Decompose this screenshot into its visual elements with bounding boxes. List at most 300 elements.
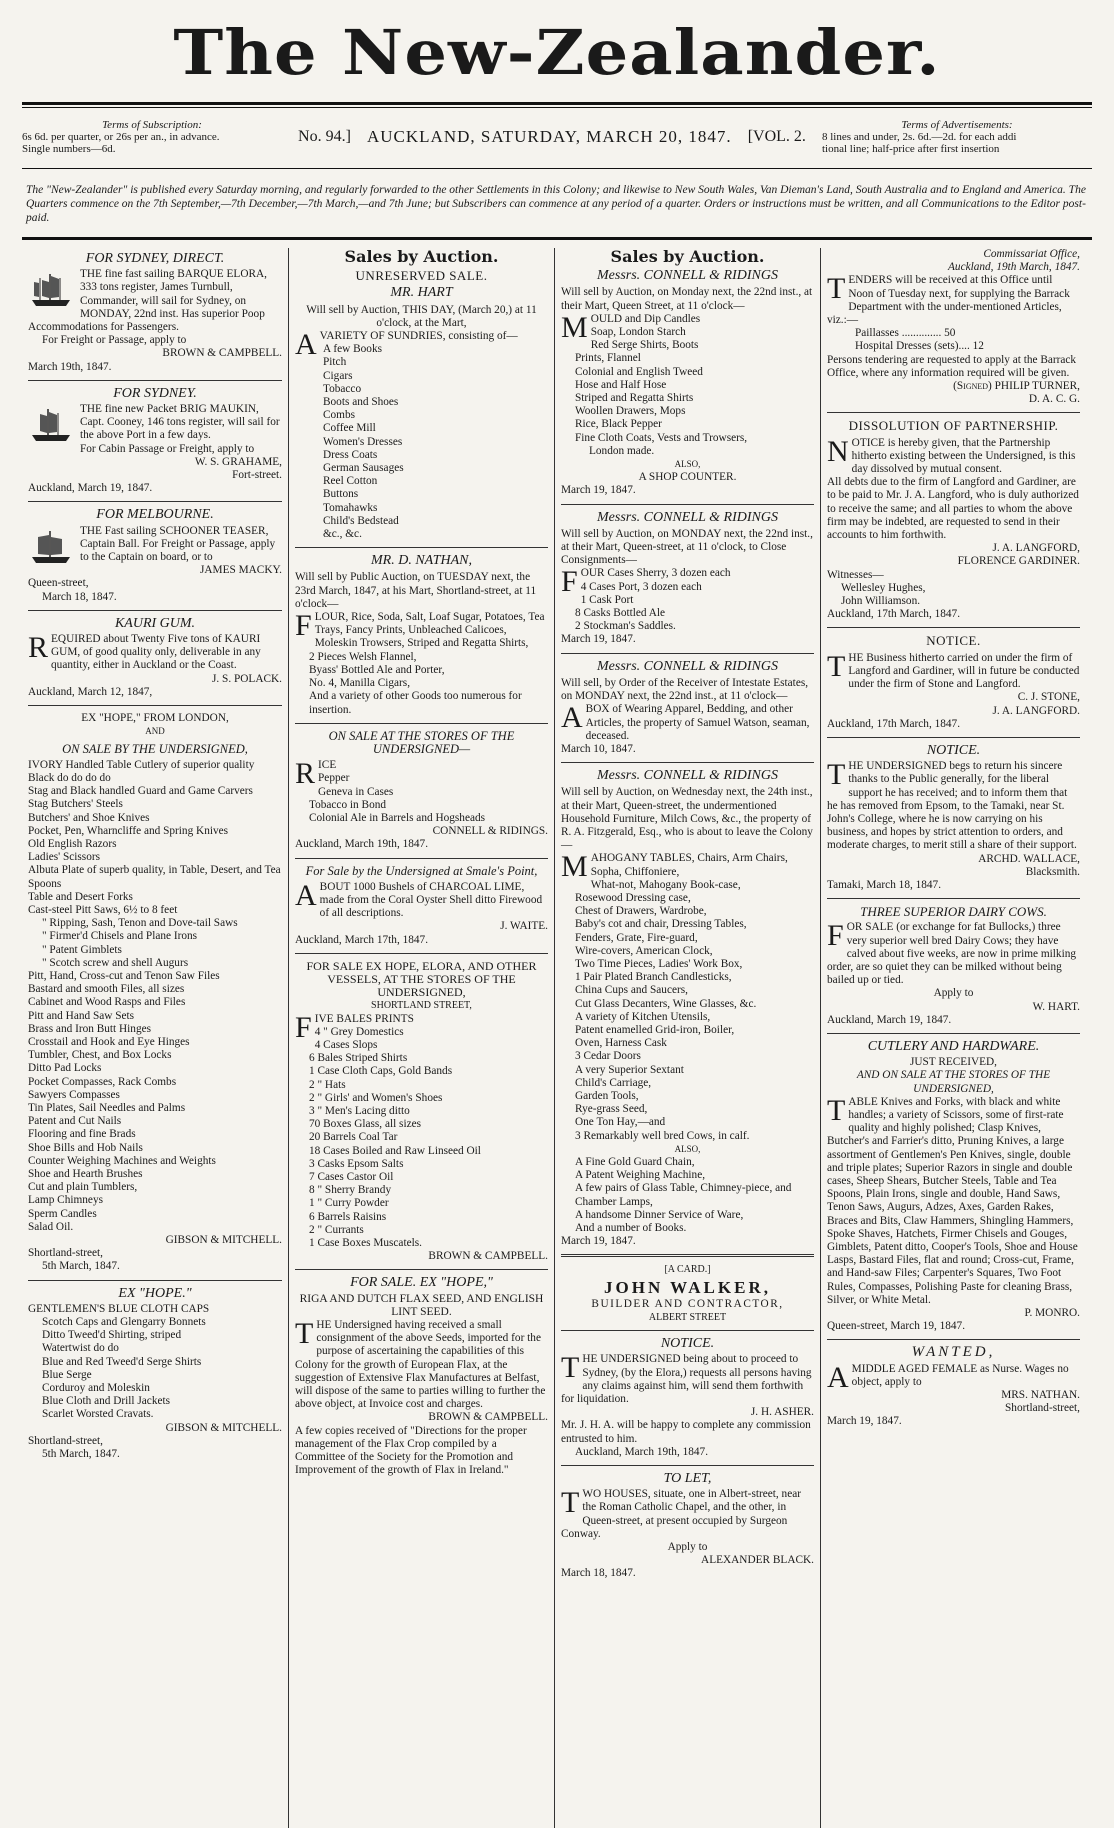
ad-body: THE Business hitherto carried on under the firm of Langford and Gardiner, will in future be conducted under the firm of Stone and Langford. [827, 649, 1080, 691]
ad-date: Auckland, 17th March, 1847. [827, 608, 961, 621]
list-item: A Patent Weighing Machine, [575, 1169, 706, 1182]
list-item: MAHOGANY TABLES, Chairs, Arm Chairs, Sopha, Chiffoniere, [561, 850, 788, 884]
ad-signature: Fort-street. [232, 469, 282, 482]
ad-heading: THREE SUPERIOR DAIRY COWS. [860, 904, 1047, 920]
list-item: Pitt and Hand Saw Sets [28, 1009, 135, 1022]
ad-heading: NOTICE. [926, 742, 981, 758]
list-item: Butchers' and Shoe Knives [28, 811, 150, 824]
list-item: Cut Glass Decanters, Wine Glasses, &c. [575, 997, 757, 1010]
ad-subheading: SHORTLAND STREET, [371, 1000, 472, 1012]
ad-body: Mr. J. H. A. will be happy to complete any commission entrusted to him. [561, 1419, 811, 1445]
ad-signature: W. S. GRAHAME, [194, 455, 282, 468]
furniture-item-list [561, 852, 814, 1142]
ad-date: March 19th, 1847. [28, 360, 112, 373]
place-date: AUCKLAND, SATURDAY, MARCH 20, 1847. [366, 127, 732, 146]
ad-date: March 18, 1847. [42, 590, 117, 603]
list-item: 2 " Currants [309, 1223, 364, 1236]
list-item: Women's Dresses [323, 435, 403, 448]
ad-signature: (Signed) PHILIP TURNER, [953, 380, 1080, 393]
list-item: A few pairs of Glass Table, Chimney-piece, and Chamber Lamps, [575, 1182, 792, 1208]
ad-date: Auckland, March 19, 1847. [827, 1013, 952, 1026]
ad-body: THE Fast sailing SCHOONER TEASER, Captain Ball. For Freight or Passage, apply to the Captain on board, or to [80, 524, 276, 564]
list-item: One Ton Hay,—and [575, 1116, 666, 1129]
ad-date: 5th March, 1847. [42, 1260, 120, 1273]
ad-body: Witnesses— [827, 568, 884, 581]
ad-signature: BROWN & CAMPBELL. [428, 1411, 548, 1424]
list-item: Crosstail and Hook and Eye Hinges [28, 1035, 190, 1048]
list-item: 8 Casks Bottled Ale [575, 607, 666, 620]
list-item: Fine Cloth Coats, Vests and Trowsers, [575, 431, 748, 444]
auctioneer-name: Messrs. CONNELL & RIDINGS [597, 658, 778, 674]
list-item: 2 Stockman's Saddles. [575, 620, 676, 633]
list-item: 6 Bales Striped Shirts [309, 1052, 408, 1065]
ad-body: REQUIRED about Twenty Five tons of KAURI GUM, of good quality only, deliverable in any quantity, either in Auckland or the Coast. [28, 631, 261, 672]
advertisement-terms-line: 8 lines and under, 2s. 6d.—2d. for each addi [821, 131, 1017, 143]
ad-date: March 10, 1847. [561, 742, 636, 755]
list-item: 4 " Grey Domestics [314, 1025, 404, 1038]
list-item: Buttons [323, 488, 359, 501]
ad-heading: FOR SYDNEY. [113, 385, 197, 401]
card-address: ALBERT STREET [648, 1312, 727, 1324]
list-item: Ladies' Scissors [28, 851, 101, 864]
ad-heading: Auckland, 19th March, 1847. [948, 261, 1080, 274]
ad-body: AVARIETY OF SUNDRIES, consisting of— [295, 328, 518, 362]
list-item: Blue and Red Tweed'd Serge Shirts [42, 1355, 202, 1368]
list-item: Tomahawks [323, 501, 378, 514]
list-item: 4 Cases Port, 3 dozen each [580, 580, 702, 593]
list-item: 70 Boxes Glass, all sizes [309, 1118, 422, 1131]
list-item: No. 4, Manilla Cigars, [309, 677, 411, 690]
list-item: Table and Desert Forks [28, 890, 133, 903]
ad-signature: J. WAITE. [500, 920, 548, 933]
ship-icon [28, 527, 74, 567]
ad-signature: GIBSON & MITCHELL. [165, 1234, 282, 1247]
ad-subheading: JUST RECEIVED, [909, 1056, 998, 1069]
divider [561, 1254, 814, 1257]
list-item: 1 " Curry Powder [309, 1197, 389, 1210]
list-item: Chest of Drawers, Wardrobe, [575, 905, 707, 918]
ad-signature: ARCHD. WALLACE, [978, 852, 1080, 865]
ad-signature: GIBSON & MITCHELL. [165, 1421, 282, 1434]
ad-heading: TO LET, [663, 1471, 712, 1487]
list-item: Cabinet and Wood Rasps and Files [28, 996, 186, 1009]
list-item: Baby's cot and chair, Dressing Tables, [575, 918, 747, 931]
ad-date: March 19, 1847. [561, 1235, 636, 1248]
list-item: Stag Butchers' Steels [28, 798, 123, 811]
list-item: Hose and Half Hose [575, 378, 667, 391]
list-item: FLOUR, Rice, Soda, Salt, Loaf Sugar, Potatoes, Tea Trays, Fancy Prints, Unbleached Calicoes, Moleskin Trowsers, Striped and Regatta Shirts, [295, 609, 545, 650]
list-item: A handsome Dinner Service of Ware, [575, 1208, 744, 1221]
list-item: 3 Remarkably well bred Cows, in calf. [575, 1129, 750, 1142]
ad-heading: CUTLERY AND HARDWARE. [867, 1038, 1040, 1054]
list-item: Sperm Candles [28, 1207, 97, 1220]
issue-number: No. 94.] [298, 128, 351, 145]
ad-body: ABOUT 1000 Bushels of CHARCOAL LIME, made from the Coral Oyster Shell ditto Firewood of all descriptions. [295, 878, 543, 920]
ad-body: Apply to [667, 1541, 708, 1554]
ad-body: TABLE Knives and Forks, with black and white handles; a variety of Scissors, some of first-rate quality and highly polished; Clasp Knives, Butcher's and Farrier's ditto, Pruning Knives, a large assortment of Gentlemen's Pen Knives, single, double and triple plates; Superior Razors in single and double cases, Sheep Shears, Butcher Steels, Table and Tea Spoons, Plain Irons, single and double, Hand Saws, Tenon Saws, Augurs, Adzes, Axes, Garden Rakes, Braces and Bits, Claw Hammers, Shingling Hammers, Spoke Shaves, Hatchets, Firmer Chisels and Gouges, Gimblets, Patent ditto, Cooper's Tools, Shoe and House Lasps, Bastard Files, flat and round; Cross-cut, Frame, and Hand-saw Files; Carpenter's Squares, Two Foot Rules, Compasses, Polishing Paste for cleaning Brass, Silver, or White Metal. [827, 1093, 1078, 1306]
list-item: 20 Barrels Coal Tar [309, 1131, 398, 1144]
list-item: 7 Cases Castor Oil [309, 1171, 394, 1183]
list-item: Scotch Caps and Glengarry Bonnets [42, 1316, 206, 1329]
ad-heading: For Sale by the Undersigned at Smale's Point, [305, 863, 538, 878]
publication-notice: The "New-Zealander" is published every Saturday morning, and regularly forwarded to the other Settlements in this Colony; and likewise to New South Wales, Van Dieman's Land, South Australia and to England and America. The Quarters commence on the 7th September,—7th December,—7th March,—and 7th June; but Subscribers can commence at any period of a quarter. Orders or instructions must be written, and all Communications to the Editor post-paid. [22, 169, 1092, 240]
ad-heading: FOR SALE EX HOPE, ELORA, AND OTHER VESSELS, AT THE STORES OF THE UNDERSIGNED, [306, 958, 537, 1000]
ad-heading: ON SALE AT THE STORES OF THE UNDERSIGNED— [328, 728, 515, 756]
list-item: 6 Barrels Raisins [309, 1210, 387, 1223]
column-2 [288, 248, 554, 1828]
list-item: 2 " Hats [309, 1078, 346, 1091]
list-item: RICE [295, 757, 337, 791]
list-item: London made. [589, 444, 655, 457]
list-item: Wire-covers, American Clock, [575, 944, 713, 957]
ad-signature: W. HART. [1032, 1000, 1080, 1013]
ad-heading: UNRESERVED SALE. [355, 268, 488, 284]
list-item: Geneva in Cases [318, 785, 394, 798]
list-item: A few Books [323, 343, 382, 356]
ad-signature: C. J. STONE, [1017, 691, 1080, 704]
list-item: Rye-grass Seed, [575, 1103, 648, 1116]
list-item: Red Serge Shirts, Boots [590, 339, 699, 352]
ad-body: AMIDDLE AGED FEMALE as Nurse. Wages no object, apply to [827, 1360, 1069, 1394]
list-item: Blue Serge [42, 1368, 92, 1381]
section-heading: Sales by Auction. [344, 248, 499, 266]
divider [827, 412, 1080, 413]
list-item: Lamp Chimneys [28, 1194, 103, 1207]
list-item: Hospital Dresses (sets).... 12 [855, 340, 984, 353]
list-item: Brass and Iron Butt Hinges [28, 1022, 151, 1035]
divider [295, 858, 548, 859]
list-item: 3 " Men's Lacing ditto [309, 1104, 410, 1117]
list-item: Patent and Cut Nails [28, 1115, 122, 1128]
list-item: Combs [323, 409, 356, 422]
ad-body: Wellesley Hughes, [841, 581, 926, 594]
subscription-terms-line: 6s 6d. per quarter, or 26s per an., in advance. [22, 131, 220, 143]
advertisement-terms-heading: Terms of Advertisements: [901, 119, 1013, 131]
list-item: Two Time Pieces, Ladies' Work Box, [575, 957, 743, 970]
ad-date: Auckland, March 19th, 1847. [575, 1445, 709, 1458]
list-item: Blue Cloth and Drill Jackets [42, 1395, 171, 1408]
ad-body: THE fine new Packet BRIG MAUKIN, Capt. Cooney, 146 tons register, will sail for the above Port in a few days. [80, 403, 280, 442]
ship-icon [28, 270, 74, 310]
column-1 [22, 248, 288, 1828]
ad-body: Will sell by Public Auction, on TUESDAY next, the 23rd March, 1847, at his Mart, Shortland-street, at 11 o'clock— [295, 571, 537, 610]
ad-signature: J. H. ASHER. [750, 1406, 814, 1419]
ad-signature: P. MONRO. [1024, 1307, 1080, 1320]
ad-body: A few copies received of "Directions for the proper management of the Flax Crop compiled by a Committee of the Society for the Promotion and Improvement of the growth of Flax in Ireland." [295, 1424, 527, 1477]
divider [561, 653, 814, 654]
ad-body: Apply to [933, 987, 974, 1000]
list-item: " Firmer'd Chisels and Plane Irons [42, 930, 198, 943]
list-item: Shoe and Hearth Brushes [28, 1168, 143, 1180]
ad-signature: BROWN & CAMPBELL. [162, 347, 282, 360]
divider [28, 610, 282, 611]
list-item: Flooring and fine Brads [28, 1128, 136, 1141]
list-item: Cut and plain Tumblers, [28, 1181, 138, 1194]
list-item: Boots and Shoes [323, 396, 399, 409]
ad-signature: J. S. POLACK. [212, 672, 282, 685]
columns [22, 248, 1092, 1828]
list-item: Watertwist do do [42, 1342, 119, 1355]
divider [28, 501, 282, 502]
ad-body: TWO HOUSES, situate, one in Albert-street, near the Roman Catholic Chapel, and the other, in Queen-street, at present occupied by Surgeon Conway. [561, 1486, 801, 1540]
list-item: Paillasses .............. 50 [855, 327, 956, 340]
list-item: 1 Case Cloth Caps, Gold Bands [309, 1065, 453, 1078]
ad-body: A SHOP COUNTER. [638, 471, 737, 484]
ad-heading: NOTICE. [660, 1336, 715, 1352]
ad-heading: FOR SALE. EX "HOPE," [350, 1275, 493, 1291]
list-item: " Ripping, Sash, Tenon and Dove-tail Saws [42, 917, 238, 930]
list-item: Cigars [323, 369, 353, 382]
list-item: Tobacco in Bond [309, 798, 387, 811]
divider [295, 723, 548, 724]
list-item: Corduroy and Moleskin [42, 1382, 150, 1395]
list-item: 2 " Girls' and Women's Shoes [309, 1091, 443, 1104]
ad-body: TENDERS will be received at this Office until Noon of Tuesday next, for supplying the Barrack Department with the under-mentioned Articles, viz.:— [827, 272, 1070, 327]
list-item: A very Superior Sextant [575, 1063, 684, 1076]
ad-signature: J. A. LANGFORD, [992, 542, 1080, 555]
masthead-title: The New-Zealander. [173, 16, 941, 89]
list-item: Tumbler, Chest, and Box Locks [28, 1049, 172, 1062]
ad-heading: EX "HOPE," FROM LONDON, [81, 712, 229, 725]
list-item: Dress Coats [323, 448, 378, 461]
auctioneer-name: Messrs. CONNELL & RIDINGS [597, 509, 778, 525]
ad-body: THE Undersigned having received a small consignment of the above Seeds, imported for the purpose of ascertaining the capabilities of this Colony for the growth of European Flax, at the suggestion of Extensive Flax Manufactures at Belfast, will dispose of the same to parties willing to further the above object, at Invoice cost and charges. [295, 1317, 546, 1411]
section-heading: Sales by Auction. [610, 248, 765, 266]
ad-signature: BROWN & CAMPBELL. [428, 1250, 548, 1263]
divider [28, 1280, 282, 1281]
list-item: Colonial Ale in Barrels and Hogsheads [309, 811, 486, 824]
divider [827, 1339, 1080, 1340]
list-item: A variety of Kitchen Utensils, [575, 1010, 711, 1023]
divider [561, 762, 814, 763]
divider [827, 737, 1080, 738]
hope-item-list [28, 759, 282, 1234]
list-item: Child's Carriage, [575, 1076, 652, 1089]
list-item: 18 Cases Boiled and Raw Linseed Oil [309, 1144, 481, 1157]
list-item: 1 Cask Port [580, 593, 634, 606]
divider [28, 380, 282, 381]
ad-body: Will sell by Auction, on Monday next, the 22nd inst., at their Mart, Queen Street, at 11 o'clock— [561, 286, 813, 312]
list-item: Fenders, Grate, Fire-guard, [575, 931, 698, 944]
divider [295, 953, 548, 954]
hart-item-list [295, 343, 548, 541]
divider [827, 1033, 1080, 1034]
masthead-rule [22, 102, 1092, 105]
list-item: 3 Casks Epsom Salts [309, 1157, 404, 1170]
ad-signature: CONNELL & RIDINGS. [432, 825, 548, 838]
ad-body: THE UNDERSIGNED being about to proceed to Sydney, (by the Elora,) requests all persons having any claims against him, will send them forthwith for liquidation. [561, 1351, 812, 1406]
ad-signature: D. A. C. G. [1028, 393, 1080, 406]
ad-heading: FOR MELBOURNE. [96, 507, 214, 523]
list-item: 8 " Sherry Brandy [309, 1184, 392, 1197]
auctioneer-name: MR. HART [390, 285, 453, 301]
list-item: " Patent Gimblets [42, 943, 122, 956]
divider [561, 504, 814, 505]
divider [28, 705, 282, 706]
card-label: [A CARD.] [664, 1264, 711, 1276]
list-item: Soap, London Starch [590, 326, 686, 339]
subscription-terms-heading: Terms of Subscription: [102, 119, 202, 131]
ad-body: ABOX of Wearing Apparel, Bedding, and other Articles, the property of Samuel Watson, seaman, deceased. [561, 701, 810, 742]
list-item: 4 Cases Slops [314, 1038, 378, 1051]
ad-place: Shortland-street, [28, 1434, 103, 1447]
auctioneer-name: MR. D. NATHAN, [371, 553, 472, 569]
ad-heading: DISSOLUTION OF PARTNERSHIP. [848, 418, 1059, 434]
list-item: Sawyers Compasses [28, 1088, 120, 1101]
ad-body: For Cabin Passage or Freight, apply to [80, 442, 255, 455]
ad-body: Will sell by Auction, THIS DAY, (March 20,) at 11 o'clock, at the Mart, [306, 303, 537, 329]
auctioneer-name: Messrs. CONNELL & RIDINGS [597, 268, 778, 284]
ad-signature: J. A. LANGFORD. [992, 704, 1080, 717]
ad-body: THE UNDERSIGNED begs to return his sincere thanks to the Public generally, for the liberal support he has received; and to inform them that he has removed from Epsom, to the Tamaki, near St. John's College, where he is now carrying on his business, and hopes by strict attention to orders, and moderate charges, to merit still a share of their support. [827, 758, 1077, 852]
list-item: What-not, Mahogany Book-case, [590, 878, 741, 891]
list-item: MOULD and Dip Candles [561, 310, 701, 344]
ad-date: Auckland, March 17th, 1847. [295, 933, 429, 946]
card-trade: BUILDER AND CONTRACTOR, [591, 1297, 784, 1310]
list-item: Stag and Black handled Guard and Game Carvers [28, 785, 253, 798]
advertisement-terms-line: tional line; half-price after first insertion [821, 143, 1000, 155]
ad-date: March 18, 1847. [561, 1567, 636, 1580]
divider [295, 1269, 548, 1270]
list-item: Woollen Drawers, Mops [575, 405, 686, 418]
list-item: Albuta Plate of superb quality, in Table, Desert, and Tea Spoons [28, 864, 281, 890]
list-item: Tin Plates, Sail Needles and Palms [28, 1101, 186, 1114]
ad-signature: JAMES MACKY. [199, 564, 282, 577]
ship-icon [28, 405, 74, 445]
list-item: Byass' Bottled Ale and Porter, [309, 663, 445, 676]
divider [827, 627, 1080, 628]
ad-date: Auckland, March 19, 1847. [28, 482, 153, 495]
column-4 [820, 248, 1086, 1828]
list-item: Ditto Tweed'd Shirting, striped [42, 1329, 182, 1342]
ad-date: March 19, 1847. [561, 633, 636, 646]
list-item: 1 Case Boxes Muscatels. [309, 1237, 422, 1250]
list-item: Pocket Compasses, Rack Combs [28, 1075, 177, 1088]
card-name: JOHN WALKER, [604, 1277, 771, 1297]
ad-place: Queen-street, [28, 577, 89, 590]
ad-subheading: AND ON SALE AT THE STORES OF THE UNDERSIGNED, [856, 1069, 1051, 1095]
ad-body: FOR SALE (or exchange for fat Bullocks,) three very superior well bred Dairy Cows; they have calved about five weeks, are now in prime milking order, are so quiet they can be milked without being bailed up or tied. [827, 919, 1077, 987]
divider [561, 1330, 814, 1331]
ad-date: Queen-street, March 19, 1847. [827, 1320, 966, 1333]
ad-date: March 19, 1847. [827, 1415, 902, 1428]
list-item: Rosewood Dressing case, [575, 891, 691, 904]
list-item: A Fine Gold Guard Chain, [575, 1156, 695, 1168]
ad-body: John Williamson. [841, 595, 921, 608]
list-item: And a variety of other Goods too numerous for insertion. [309, 690, 522, 716]
list-item: China Cups and Saucers, [575, 984, 688, 997]
list-item: Coffee Mill [323, 422, 376, 435]
list-item: Scarlet Worsted Cravats. [42, 1408, 154, 1421]
list-item: GENTLEMEN'S BLUE CLOTH CAPS [28, 1302, 210, 1315]
ad-body: NOTICE is hereby given, that the Partnership hitherto existing between the Undersigned, is this day dissolved by mutual consent. [827, 434, 1076, 476]
list-item: Prints, Flannel [575, 352, 641, 365]
divider [561, 1465, 814, 1466]
ad-date: Auckland, March 19th, 1847. [295, 838, 429, 851]
list-item: Pocket, Pen, Wharncliffe and Spring Knives [28, 824, 229, 837]
list-item: Bastard and smooth Files, all sizes [28, 983, 185, 996]
list-item: 3 Cedar Doors [575, 1050, 641, 1063]
list-item: Counter Weighing Machines and Weights [28, 1154, 216, 1167]
exhope-item-list [295, 1010, 548, 1251]
list-item: Old English Razors [28, 837, 117, 850]
ad-body: Will sell by Auction, on MONDAY next, the 22nd inst., at their Mart, Queen-street, at 11 o'clock, to Close Consignments— [561, 527, 813, 567]
column-3 [554, 248, 820, 1828]
list-item: 2 Pieces Welsh Flannel, [309, 650, 417, 663]
list-item: " Scotch screw and shell Augurs [42, 956, 189, 969]
ad-date: Tamaki, March 18, 1847. [827, 878, 942, 891]
list-item: Tobacco [323, 382, 362, 395]
list-item: Rice, Black Pepper [575, 418, 662, 431]
ad-date: Auckland, 17th March, 1847. [827, 717, 961, 730]
list-item: Shoe Bills and Hob Nails [28, 1141, 143, 1154]
list-item: Oven, Harness Cask [575, 1037, 667, 1050]
ad-signature: Blacksmith. [1025, 865, 1080, 878]
auctioneer-name: Messrs. CONNELL & RIDINGS [597, 768, 778, 784]
ad-body: All debts due to the firm of Langford and Gardiner, are to be paid to Mr. J. A. Langford, who is duly authorized to receive the same; and all parties to whom the above firm may be indebted, are requested to send in their accounts to him forthwith. [827, 476, 1079, 542]
list-item: 1 Pair Plated Branch Candlesticks, [575, 971, 732, 984]
list-item: Pitch [323, 356, 347, 369]
ad-date: Auckland, March 12, 1847, [28, 685, 153, 698]
ad-heading: KAURI GUM. [114, 615, 196, 631]
list-item: Pepper [318, 772, 350, 785]
list-item: Child's Bedstead [323, 514, 399, 527]
divider [827, 898, 1080, 899]
ad-heading: Commissariat Office, [983, 248, 1080, 260]
ad-heading: WANTED, [911, 1344, 996, 1361]
list-item: IVORY Handled Table Cutlery of superior quality [28, 758, 255, 771]
list-item: Garden Tools, [575, 1089, 639, 1102]
list-item: And a number of Books. [575, 1222, 687, 1235]
ad-heading: FOR SYDNEY, DIRECT. [85, 251, 225, 266]
ad-also: ALSO, [674, 1143, 701, 1154]
list-item: Striped and Regatta Shirts [575, 392, 694, 405]
ad-signature: MRS. NATHAN. [1001, 1389, 1080, 1402]
ad-signature: Shortland-street, [1005, 1402, 1080, 1415]
ad-subheading: RIGA AND DUTCH FLAX SEED, AND ENGLISH LINT SEED. [299, 1292, 544, 1318]
list-item: Cast-steel Pitt Saws, 6½ to 8 feet [28, 903, 178, 916]
subscription-terms [22, 119, 282, 155]
ad-heading: NOTICE. [926, 633, 981, 649]
ad-signature: FLORENCE GARDINER. [957, 555, 1080, 568]
ad-date: March 19, 1847. [561, 484, 636, 497]
list-item: Ditto Pad Locks [28, 1062, 102, 1075]
ad-heading: AND [145, 726, 165, 737]
divider [295, 547, 548, 548]
ad-signature: ALEXANDER BLACK. [701, 1554, 814, 1567]
list-item: Black do do do do [28, 771, 111, 784]
ad-body: Will sell by Auction, on Wednesday next, the 24th inst., at their Mart, Queen-street, the undermentioned Household Furniture, Milch Cows, &c., the property of R. A. Fitzgerald, Esq., who is about to leave the Colony— [561, 786, 813, 852]
volume: [VOL. 2. [747, 128, 806, 145]
list-item: Patent enamelled Grid-iron, Boiler, [575, 1023, 735, 1036]
ad-date: 5th March, 1847. [42, 1448, 120, 1461]
dateline [22, 108, 1092, 166]
list-item: FIVE BALES PRINTS [295, 1010, 414, 1044]
list-item: Colonial and English Tweed [575, 365, 703, 378]
list-item: Pitt, Hand, Cross-cut and Tenon Saw Files [28, 969, 220, 982]
ad-heading: ON SALE BY THE UNDERSIGNED, [62, 741, 248, 756]
ad-body: Will sell, by Order of the Receiver of Intestate Estates, on MONDAY next, the 22nd inst., at 11 o'clock— [561, 676, 809, 703]
ad-body: Persons tendering are requested to apply at the Barrack Office, where any information required will be given. [827, 353, 1077, 379]
ad-place: Shortland-street, [28, 1247, 103, 1260]
list-item: German Sausages [323, 462, 404, 475]
advertisement-terms [822, 119, 1092, 155]
ad-body: THE fine fast sailing BARQUE ELORA, 333 tons register, James Turnbull, Commander, will sail for Sydney, on MONDAY, 22nd inst. Has superior Poop Accommodations for Passengers. [28, 268, 267, 334]
ad-body: For Freight or Passage, apply to [42, 334, 187, 347]
list-item: Salad Oil. [28, 1220, 74, 1233]
list-item: FOUR Cases Sherry, 3 dozen each [561, 565, 731, 599]
list-item: Reel Cotton [323, 475, 378, 488]
